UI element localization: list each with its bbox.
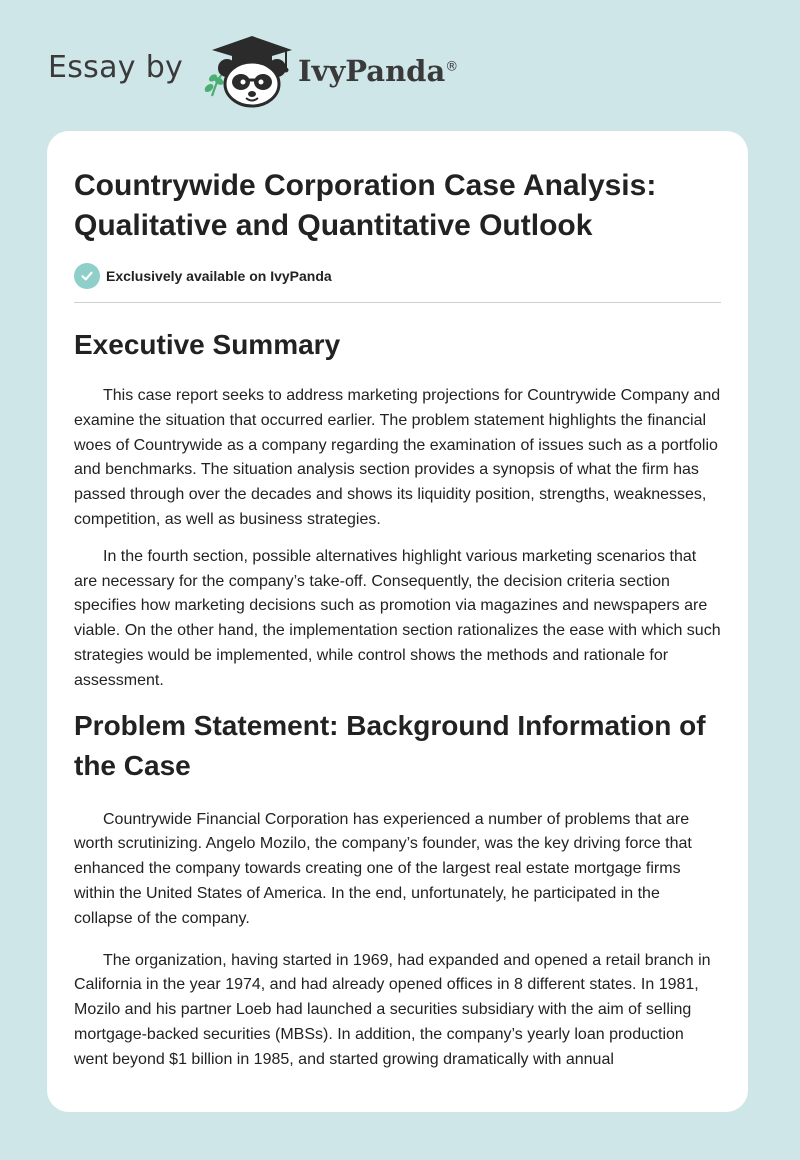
section-heading: Executive Summary [74, 329, 341, 360]
paragraph: This case report seeks to address marketing projections for Countrywide Company and examine the situation that occurred earlier. The problem statement highlights the financial woes of Countrywide as a company regarding the examination of issues such as a portfolio and benchmarks. The situation analysis section provides a synopsis of what the firm has passed through over the decades and shows its liquidity position, strengths, weaknesses, competition, as well as business strategies. [74, 387, 721, 528]
site-header [48, 30, 548, 110]
article-title: Countrywide Corporation Case Analysis: Qualitative and Quantitative Outlook [74, 169, 657, 242]
article-card [47, 131, 748, 1112]
panda-graduate-icon[interactable] [200, 34, 296, 110]
paragraph: Countrywide Financial Corporation has experienced a number of problems that are worth scrutinizing. Angelo Mozilo, the company’s founder, was the key driving force that enhanced the company towards creating one of the largest real estate mortgage firms within the United States of America. In the end, unfortunately, he participated in the collapse of the company. [74, 810, 692, 927]
exclusive-text: Exclusively available on IvyPanda [106, 268, 332, 284]
paragraph: The organization, having started in 1969, had expanded and opened a retail branch in California in the year 1974, and had already opened offices in 8 different states. In 1981, Mozilo and his partner Loeb had launched a securities subsidiary with the aim of selling mortgage-backed securities (MBSs). In addition, the company’s yearly loan production went beyond $1 billion in 1985, and started growing dramatically with annual [74, 951, 711, 1068]
registered-mark: ® [445, 59, 459, 75]
brand-name-text: IvyPanda [298, 54, 446, 88]
brand-prefix: Essay by [48, 50, 184, 85]
check-circle-icon [74, 263, 100, 289]
brand-name[interactable] [298, 54, 458, 88]
divider [74, 302, 721, 303]
paragraph: In the fourth section, possible alternatives highlight various marketing scenarios that are necessary for the company’s take-off. Consequently, the decision criteria section specifies how marketing decisions such as promotion via magazines and newspapers are viable. On the other hand, the implementation section rationalizes the ease with which such strategies would be implemented, while control shows the methods and rationale for assessment. [74, 547, 721, 689]
section-heading: Problem Statement: Background Information of the Case [74, 709, 706, 781]
exclusive-badge [74, 262, 721, 290]
